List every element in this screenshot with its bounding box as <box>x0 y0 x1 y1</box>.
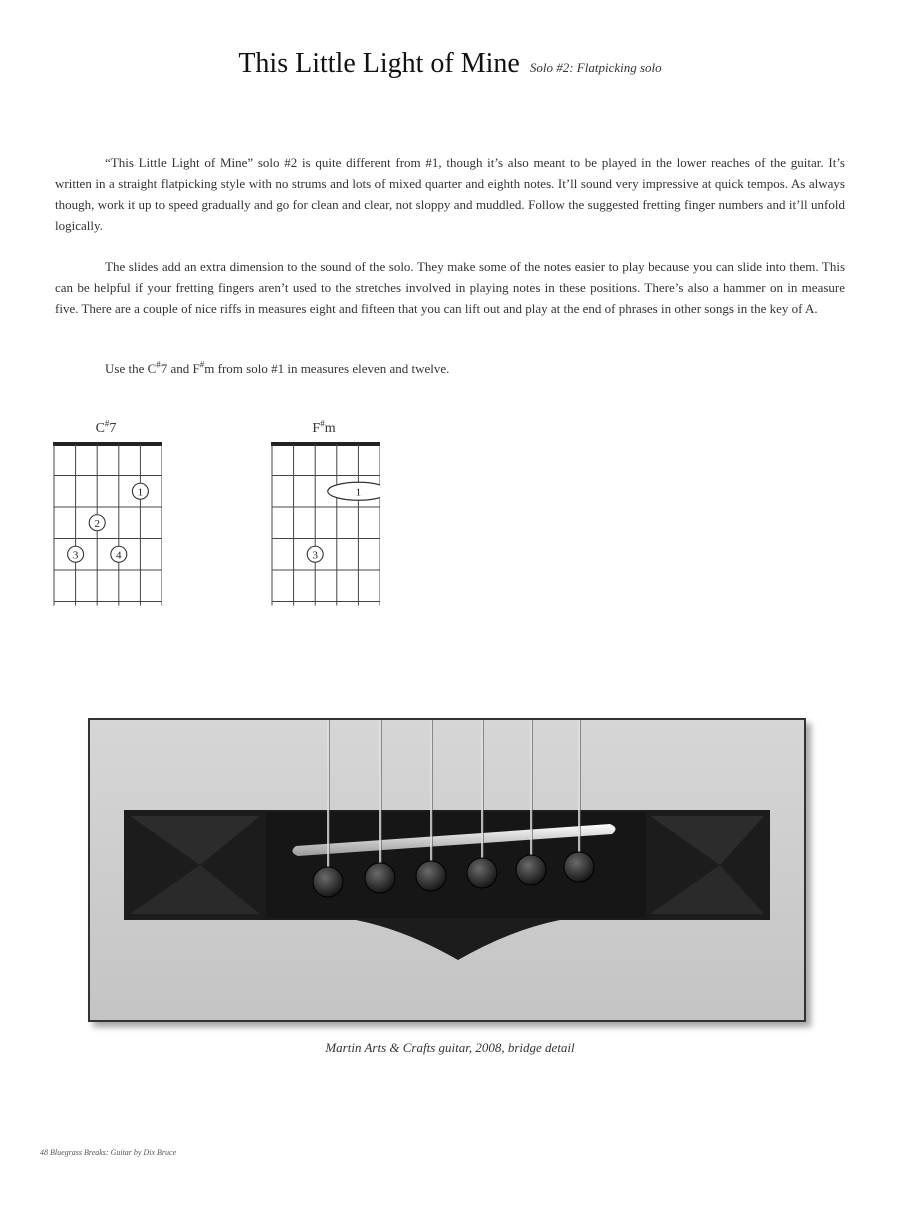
chord-barre <box>328 482 380 500</box>
chord-sharp: # <box>104 418 110 429</box>
bridge-photo <box>88 718 806 1022</box>
chord-finger-label: 1 <box>137 486 144 499</box>
bridge-illustration <box>90 720 804 1020</box>
chord-diagram-c-sharp-7 <box>50 420 162 623</box>
title-main: This Little Light of Mine <box>238 48 520 79</box>
chord-barre-label: 1 <box>355 486 362 499</box>
paragraph-slides-text: The slides add an extra dimension to the sound of the solo. They make some of the notes easier to play because you can slide into them. This can be helpful if your fretting fingers aren’t used to the stretches involved in playing notes in these positions. There’s also a hammer on in measure five. There are a couple of nice riffs in measures eight and fifteen that you can lift out and play at the end of phrases in other songs in the key of A. <box>55 259 845 316</box>
chord-suffix: m <box>324 421 336 436</box>
page-title <box>0 48 900 80</box>
chord-root: C <box>95 421 105 436</box>
photo-caption: Martin Arts & Crafts guitar, 2008, bridge detail <box>325 1040 575 1055</box>
p3-mid: 7 and F <box>160 361 200 376</box>
p3-post: m from solo #1 in measures eleven and twelve. <box>204 361 450 376</box>
chord-suffix: 7 <box>109 421 117 436</box>
paragraph-intro-text: “This Little Light of Mine” solo #2 is quite different from #1, though it’s also meant to be played in the lower reaches of the guitar. It’s written in a straight flatpicking style with no strums and lots of mixed quarter and eighth notes. It’ll sound very impressive at quick tempos. As always though, work it up to speed gradually and go for clean and clear, not sloppy and muddled. Follow the suggested fretting finger numbers and it’ll unfold logically. <box>55 155 845 233</box>
chord-finger-label: 2 <box>94 517 100 530</box>
chord-grid <box>50 438 162 618</box>
chord-sharp: # <box>320 418 325 429</box>
chord-finger-label: 3 <box>312 549 318 562</box>
chord-name <box>268 420 380 438</box>
chord-grid <box>268 438 380 618</box>
p3-sharp-1: # <box>156 359 161 370</box>
title-subtitle: Solo #2: Flatpicking solo <box>529 60 662 75</box>
paragraph-slides <box>55 256 845 319</box>
paragraph-chords <box>55 358 845 379</box>
paragraph-intro <box>55 152 845 236</box>
chord-diagram-f-sharp-m <box>268 420 380 623</box>
p3-sharp-2: # <box>199 359 205 370</box>
chord-name <box>50 420 162 438</box>
chord-finger-label: 4 <box>116 549 122 562</box>
chord-finger-label: 3 <box>72 549 79 562</box>
page-footer: 48 Bluegrass Breaks: Guitar by Dix Bruce <box>40 1148 177 1157</box>
chord-root: F <box>312 421 321 436</box>
p3-pre: Use the C <box>105 361 157 376</box>
